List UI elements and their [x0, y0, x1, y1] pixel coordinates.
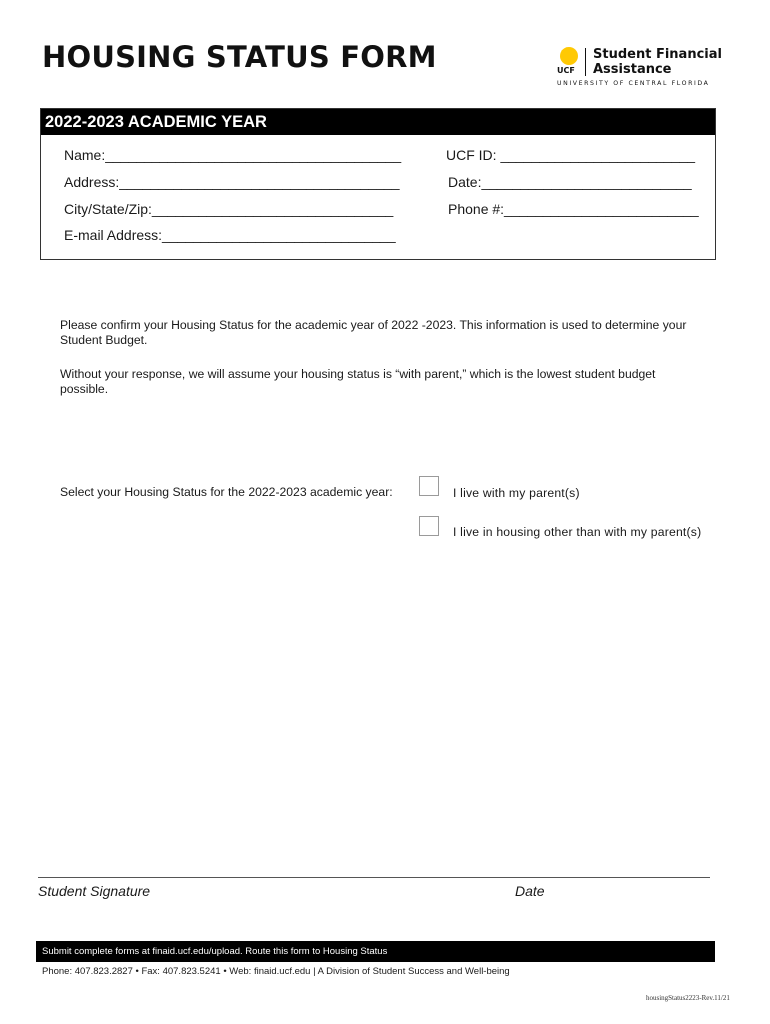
signature-line[interactable]	[38, 877, 710, 878]
footer-submit-instructions: Submit complete forms at finaid.ucf.edu/upload. Route this form to Housing Status	[36, 941, 715, 962]
live-other-housing-checkbox[interactable]	[419, 516, 439, 536]
instructions-paragraph-1: Please confirm your Housing Status for the academic year of 2022 -2023. This information is used to determine your Student Budget.	[60, 318, 687, 347]
logo-line1: Student Financial	[593, 47, 722, 62]
student-info-box	[40, 108, 716, 260]
city-state-zip-field[interactable]: City/State/Zip:_______________________________	[64, 201, 394, 217]
live-with-parents-label: I live with my parent(s)	[453, 486, 580, 500]
ucf-pegasus-icon	[557, 44, 583, 66]
housing-status-prompt: Select your Housing Status for the 2022-2023 academic year:	[60, 485, 393, 499]
student-signature-label: Student Signature	[38, 883, 151, 899]
logo-line2: Assistance	[593, 62, 672, 77]
name-field[interactable]: Name:______________________________________	[64, 147, 402, 163]
email-field[interactable]: E-mail Address:______________________________	[64, 227, 396, 243]
signature-date-label: Date	[515, 883, 545, 899]
academic-year-heading: 2022-2023 ACADEMIC YEAR	[41, 109, 715, 135]
live-other-housing-label: I live in housing other than with my parent(s)	[453, 525, 702, 539]
logo-mark: UCF	[557, 66, 575, 75]
ucf-sfa-logo	[556, 44, 726, 90]
footer-contact-info: Phone: 407.823.2827 • Fax: 407.823.5241 • Web: finaid.ucf.edu | A Division of Student Success and Well-being	[42, 966, 510, 977]
logo-university: UNIVERSITY OF CENTRAL FLORIDA	[557, 80, 710, 87]
instructions-paragraph-2: Without your response, we will assume your housing status is “with parent,” which is the lowest student budget possible.	[60, 367, 656, 396]
address-field[interactable]: Address:____________________________________	[64, 174, 400, 190]
logo-divider	[585, 48, 586, 76]
form-title: HOUSING STATUS FORM	[42, 40, 437, 74]
date-field[interactable]: Date:___________________________	[448, 174, 692, 190]
revision-code: housingStatus2223-Rev.11/21	[646, 994, 730, 1002]
phone-field[interactable]: Phone #:_________________________	[448, 201, 699, 217]
live-with-parents-checkbox[interactable]	[419, 476, 439, 496]
ucf-id-field[interactable]: UCF ID: _________________________	[446, 147, 696, 163]
